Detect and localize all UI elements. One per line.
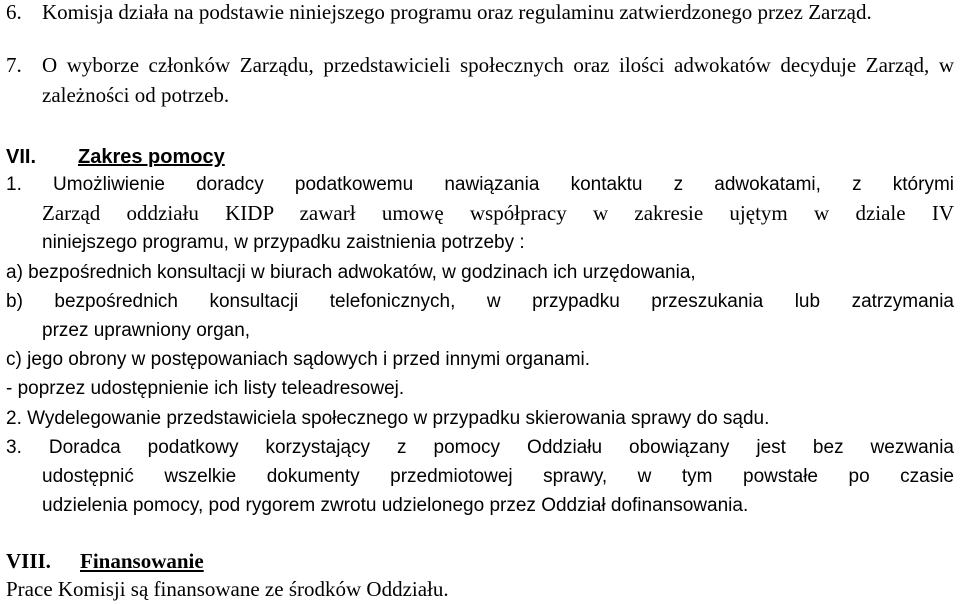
item-text: O wyborze członków Zarządu, przedstawicieli społecznych oraz ilości adwokatów decyduje Zarząd, w zależności od potrzeb. [42, 53, 954, 107]
item-text: Komisja działa na podstawie niniejszego programu oraz regulaminu zatwierdzonego przez Zarząd. [42, 0, 872, 24]
scope-item-1-line-1: 1. Umożliwienie doradcy podatkowemu nawiązania kontaktu z adwokatami, z którymi [6, 174, 954, 195]
section-number: VII. [6, 146, 37, 168]
item-number: 7. [6, 53, 22, 77]
item-number: 6. [6, 0, 22, 24]
section-title: Finansowanie [80, 549, 204, 573]
scope-item-b-line-1: b) bezpośrednich konsultacji telefonicznych, w przypadku przeszukania lub zatrzymania [6, 291, 954, 312]
scope-item-2: 2. Wydelegowanie przedstawiciela społecznego w przypadku skierowania sprawy do sądu. [6, 408, 770, 429]
section-heading-viii [6, 547, 204, 577]
list-item-6 [6, 0, 954, 28]
scope-item-3-line-2: udostępnić wszelkie dokumenty przedmiotowej sprawy, w tym powstałe po czasie [42, 466, 954, 487]
section-heading-vii [6, 143, 225, 173]
scope-item-3-line-1: 3. Doradca podatkowy korzystający z pomocy Oddziału obowiązany jest bez wezwania [6, 437, 954, 458]
scope-item-3-line-3: udzielenia pomocy, pod rygorem zwrotu udzielonego przez Oddział dofinansowania. [42, 495, 749, 516]
financing-text: Prace Komisji są finansowane ze środków Oddziału. [6, 577, 449, 601]
scope-item-1-line-3: niniejszego programu, w przypadku zaistnienia potrzeby : [42, 232, 525, 253]
scope-item-b-line-2: przez uprawniony organ, [42, 320, 251, 341]
section-title: Zakres pomocy [78, 146, 225, 168]
scope-dash-item: - poprzez udostępnienie ich listy teleadresowej. [6, 378, 405, 399]
scope-item-1-line-2: Zarząd oddziału KIDP zawarł umowę współpracy w zakresie ujętym w dziale IV [42, 201, 954, 225]
scope-item-c: c) jego obrony w postępowaniach sądowych i przed innymi organami. [6, 349, 591, 370]
list-item-7 [6, 51, 954, 110]
scope-item-a: a) bezpośrednich konsultacji w biurach adwokatów, w godzinach ich urzędowania, [6, 262, 696, 283]
section-number: VIII. [6, 549, 51, 573]
